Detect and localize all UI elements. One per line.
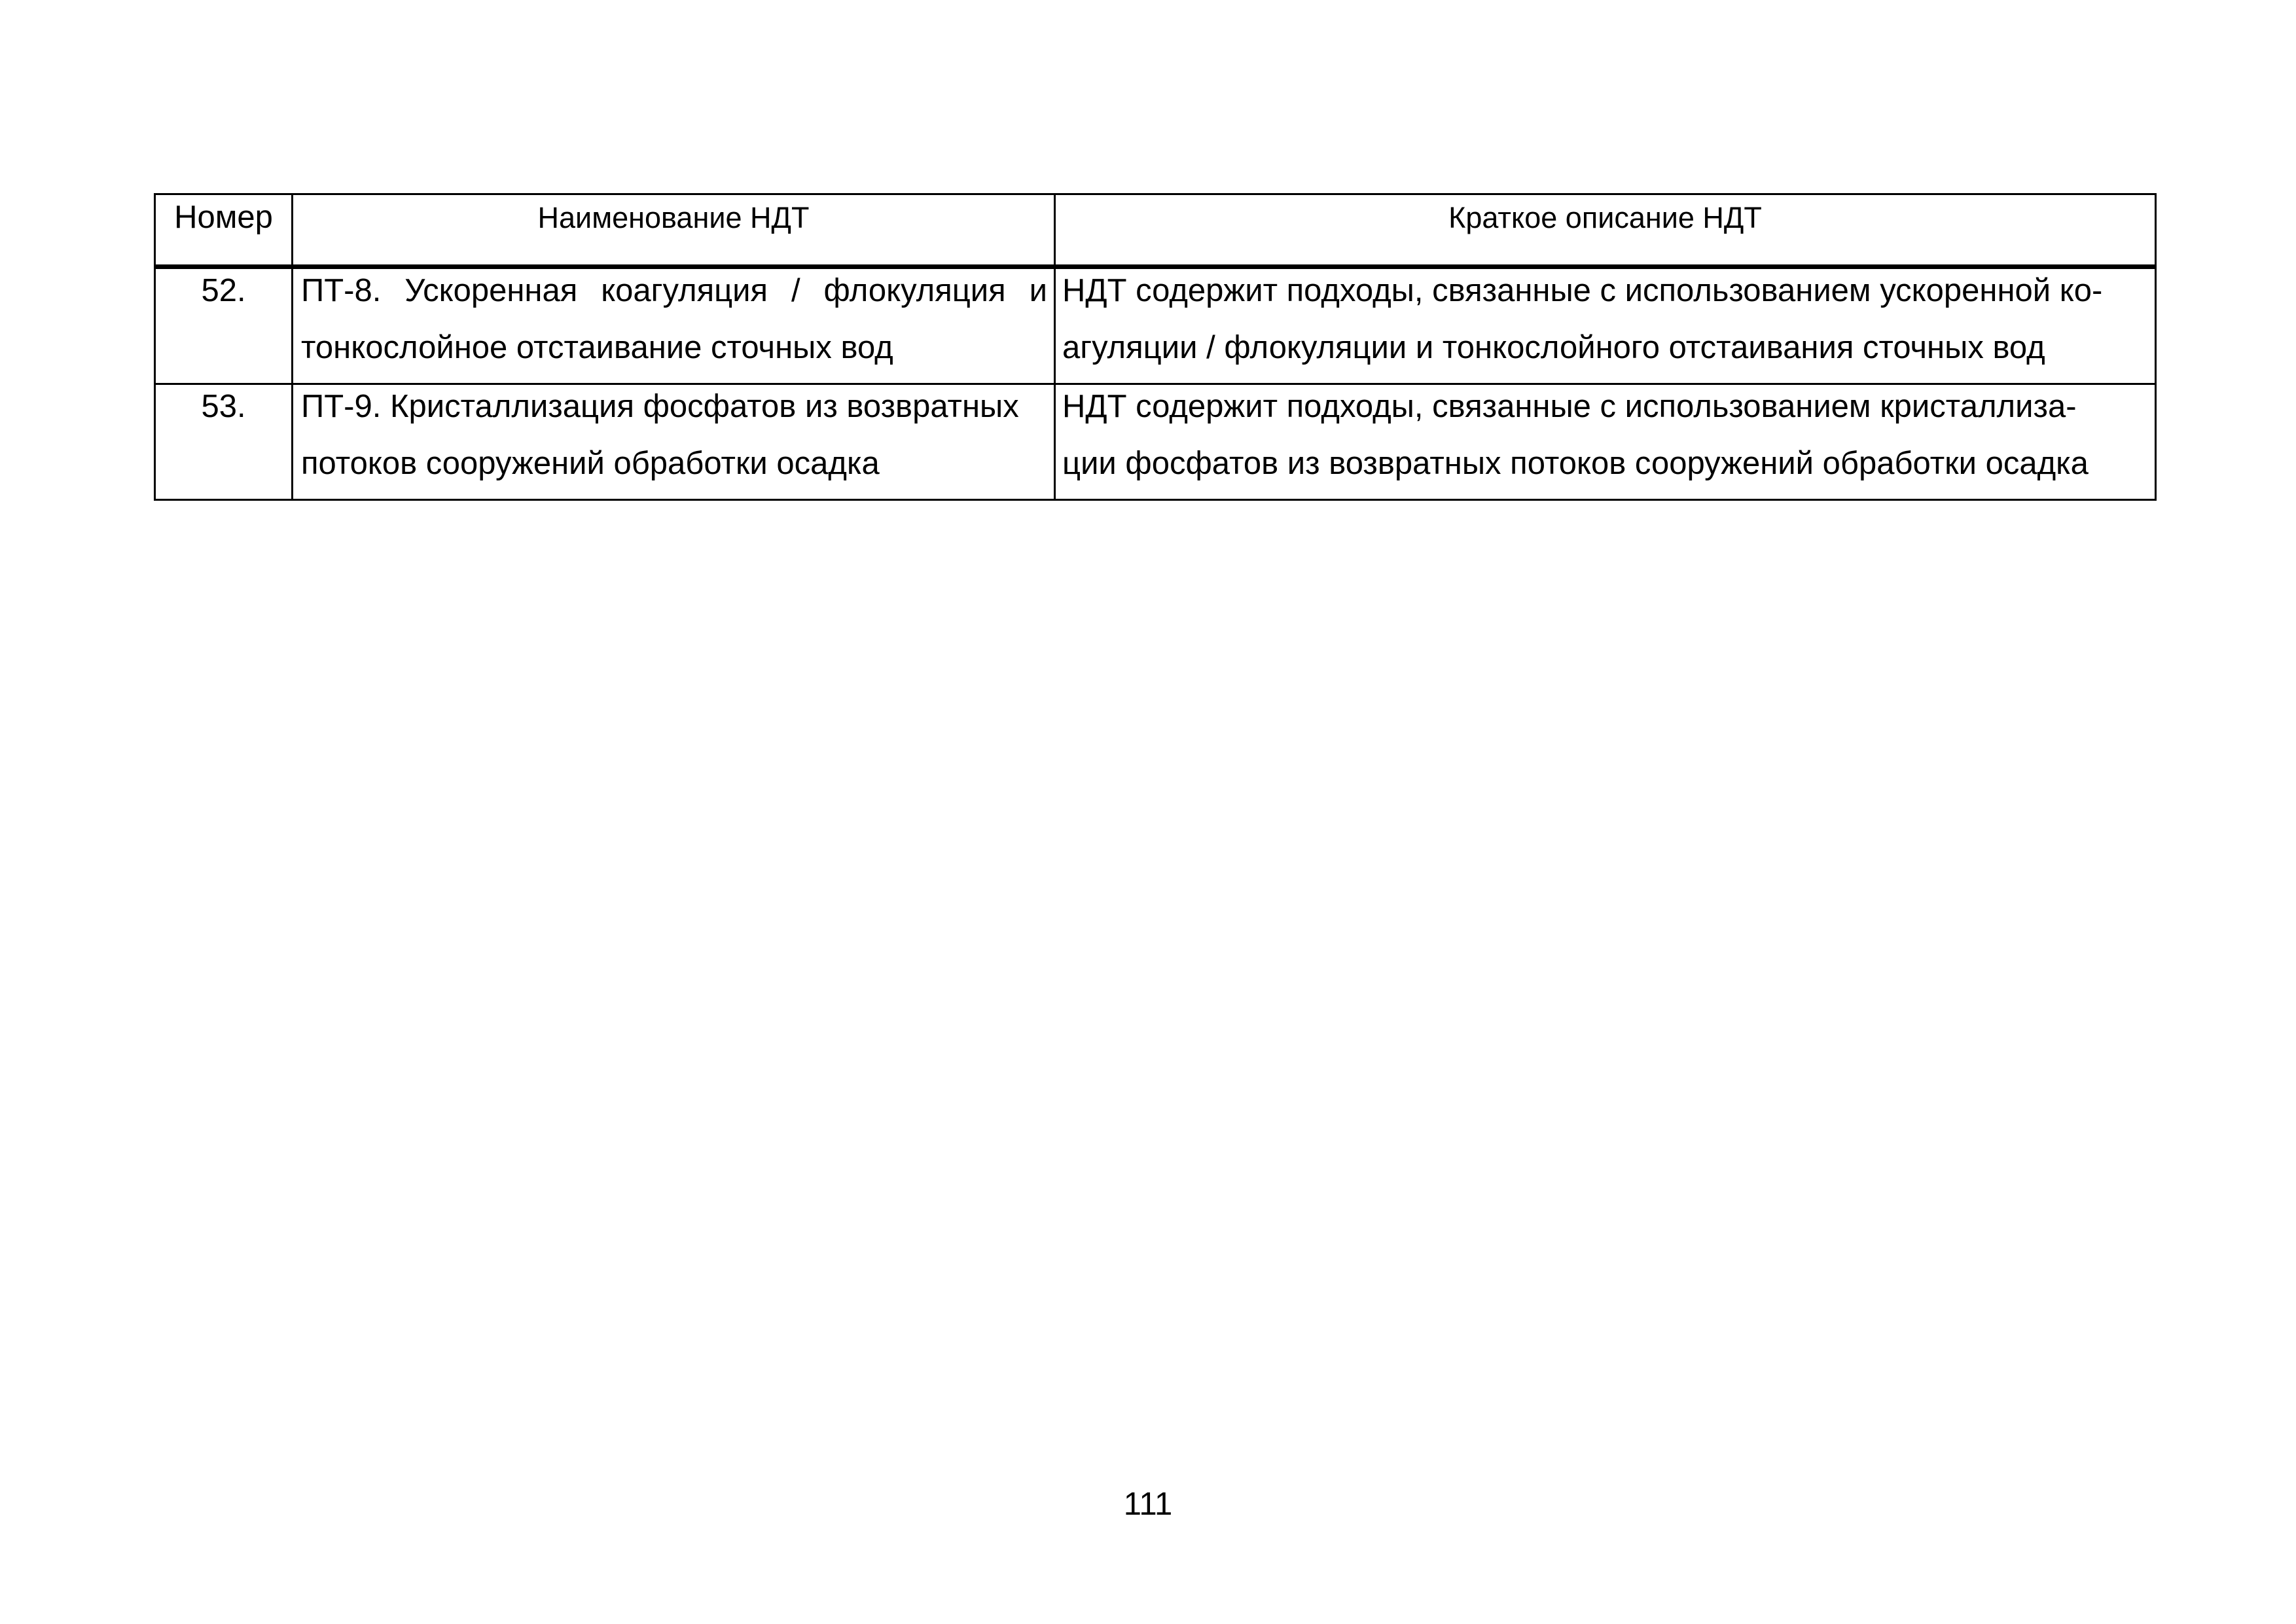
bat-table xyxy=(154,193,2157,501)
row-name xyxy=(293,384,1055,500)
header-description: Краткое описание НДТ xyxy=(1055,194,2156,267)
row-name-line: тонкослойное отстаивание сточных вод xyxy=(301,330,893,365)
row-description-line: ции фосфатов из возвратных потоков сооружений обработки осадка xyxy=(1062,446,2089,481)
page-number: 111 xyxy=(1123,1487,1173,1522)
row-name-line: ПТ-8. Ускоренная коагуляция / флокуляция и xyxy=(301,273,1047,308)
row-description xyxy=(1055,267,2156,384)
table-row xyxy=(155,267,2156,384)
header-name: Наименование НДТ xyxy=(293,194,1055,267)
row-name xyxy=(293,267,1055,384)
row-description-line: НДТ содержит подходы, связанные с использованием ускоренной ко- xyxy=(1062,273,2103,308)
row-number-text: 53. xyxy=(201,389,246,424)
table-header-row xyxy=(155,194,2156,267)
row-number xyxy=(155,384,293,500)
row-name-line: ПТ-9. Кристаллизация фосфатов из возвратных xyxy=(301,389,1019,424)
row-description-line: агуляции / флокуляции и тонкослойного отстаивания сточных вод xyxy=(1062,330,2045,365)
row-number xyxy=(155,267,293,384)
row-description xyxy=(1055,384,2156,500)
row-description-line: НДТ содержит подходы, связанные с использованием кристаллиза- xyxy=(1062,389,2077,424)
row-number-text: 52. xyxy=(201,273,246,308)
header-number: Номер xyxy=(155,194,293,267)
row-name-line: потоков сооружений обработки осадка xyxy=(301,446,880,481)
table-row xyxy=(155,384,2156,500)
